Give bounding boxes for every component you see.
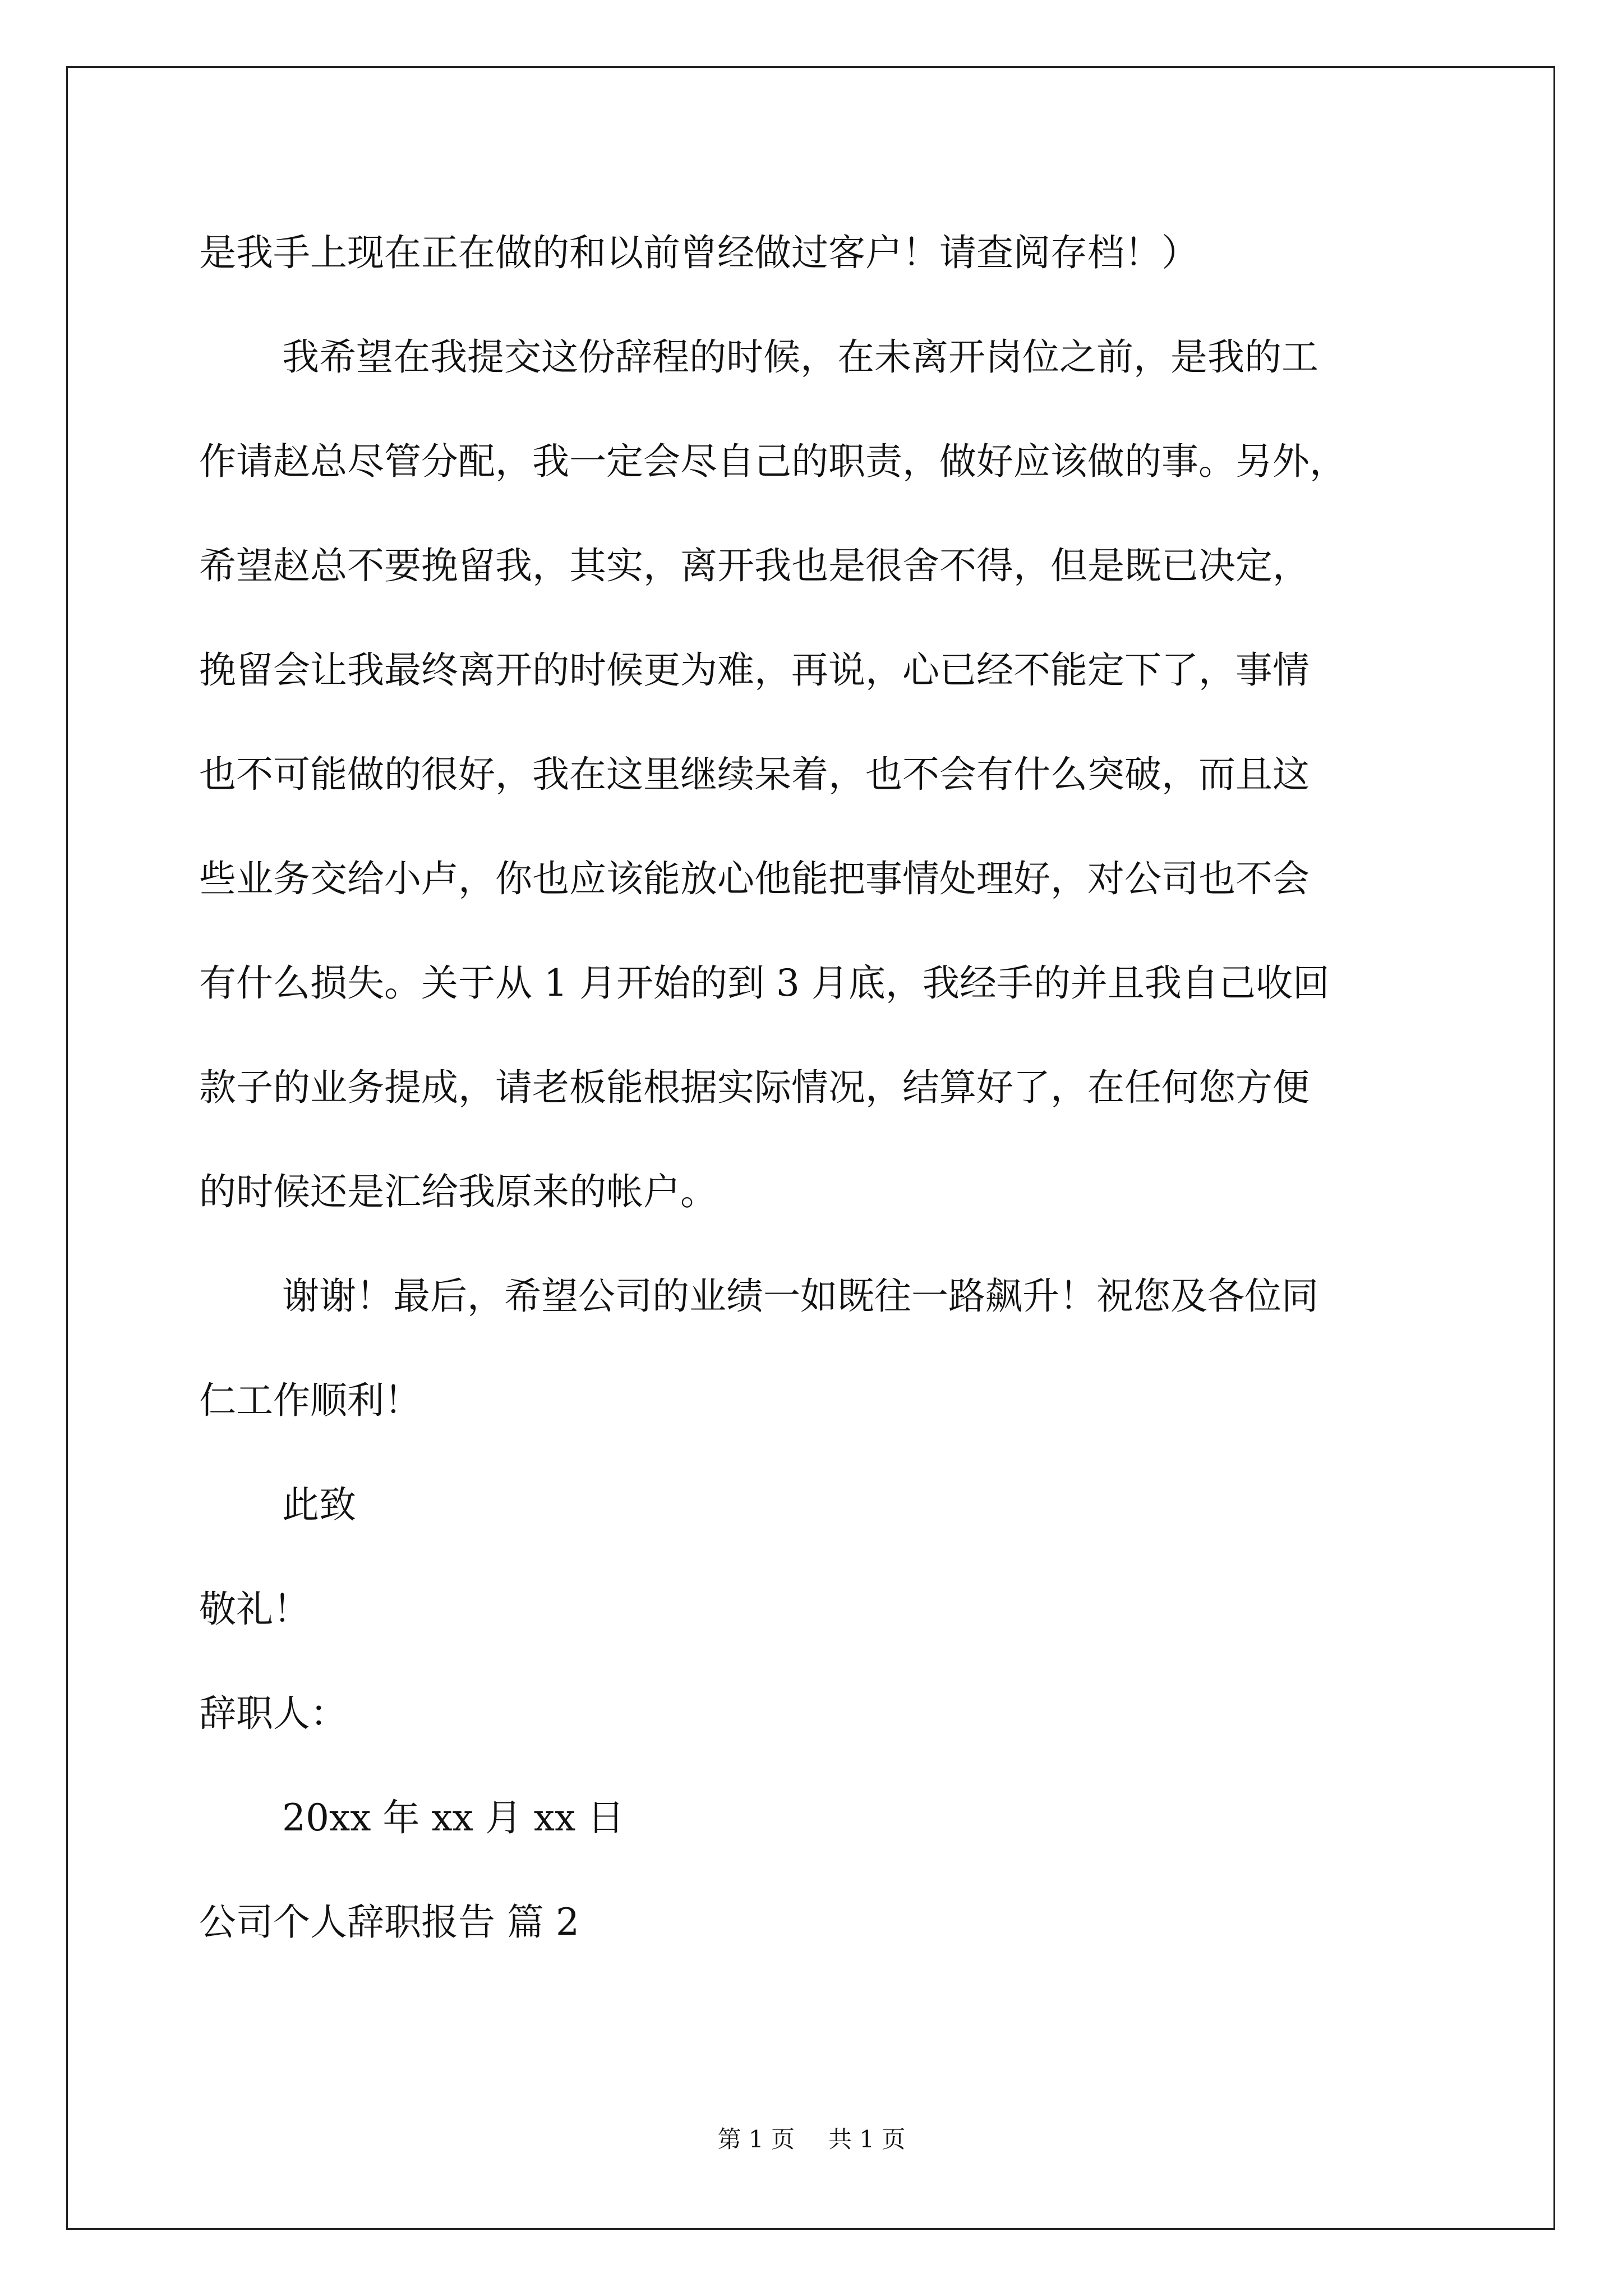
text-line: 是我手上现在正在做的和以前曾经做过客户！请查阅存档！） — [199, 231, 1198, 274]
closing-line: 敬礼！ — [199, 1588, 310, 1631]
text-line: 希望赵总不要挽留我，其实，离开我也是很舍不得，但是既已决定， — [199, 544, 1310, 587]
text-line: 款子的业务提成，请老板能根据实际情况，结算好了，在任何您方便 — [199, 1066, 1310, 1109]
page-number-current: 第 1 页 — [717, 2125, 795, 2153]
text-line: 挽留会让我最终离开的时候更为难，再说，心已经不能定下了，事情 — [199, 648, 1310, 692]
signature-label: 辞职人： — [199, 1692, 347, 1735]
salutation-line: 此致 — [282, 1483, 356, 1526]
text-line: 作请赵总尽管分配，我一定会尽自己的职责，做好应该做的事。另外， — [199, 440, 1347, 483]
paragraph-line: 我希望在我提交这份辞程的时候，在未离开岗位之前，是我的工 — [282, 335, 1318, 379]
text-line: 的时候还是汇给我原来的帐户。 — [199, 1170, 717, 1213]
section-heading: 公司个人辞职报告 篇 2 — [199, 1901, 579, 1944]
text-line: 有什么损失。关于从 1 月开始的到 3 月底，我经手的并且我自己收回 — [199, 961, 1330, 1005]
page-footer — [0, 2125, 1623, 2153]
page-number-total: 共 1 页 — [828, 2125, 906, 2153]
date-line: 20xx 年 xx 月 xx 日 — [282, 1796, 625, 1839]
paragraph-line: 谢谢！最后，希望公司的业绩一如既往一路飙升！祝您及各位同 — [282, 1274, 1318, 1318]
text-line: 些业务交给小卢，你也应该能放心他能把事情处理好，对公司也不会 — [199, 857, 1310, 900]
text-line: 也不可能做的很好，我在这里继续呆着，也不会有什么突破，而且这 — [199, 753, 1310, 796]
text-line: 仁工作顺利！ — [199, 1379, 421, 1422]
